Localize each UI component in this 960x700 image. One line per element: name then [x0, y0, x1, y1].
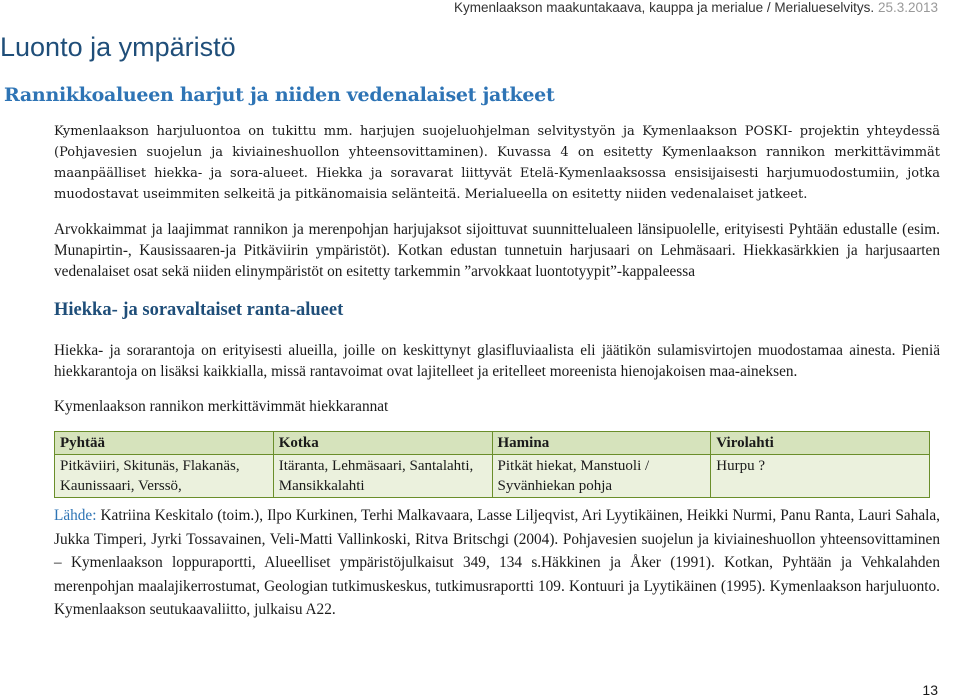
subsection-title: Rannikkoalueen harjut ja niiden vedenalaiset jatkeet	[4, 84, 555, 106]
heading-hiekka-soravaltaiset: Hiekka- ja soravaltaiset ranta-alueet	[54, 300, 344, 320]
page-number: 13	[922, 682, 938, 698]
table-header-cell: Kotka	[273, 432, 492, 455]
table-header-cell: Virolahti	[711, 432, 930, 455]
paragraph-harjuluonto: Kymenlaakson harjuluontoa on tukittu mm. harjujen suojeluohjelman selvitystyön ja Kymenlaakson POSKI- projektin yhteydessä (Pohjavesien suojelun ja kiviaineshuollon yhteensovittaminen). Kuvassa 4 on esitetty Kymenlaakson rannikon merkittävimmät maanpäälliset hiekka- ja sora-alueet. Hiekka ja soravarat liittyvät Etelä-Kymenlaaksossa ensisijaisesti harjumuodostumiin, jotka muodostavat useimmiten selkeitä ja pitkänomaisia selänteitä. Merialueella on esitetty niiden vedenalaiset jatkeet.	[54, 124, 940, 202]
sources-paragraph	[54, 504, 940, 622]
table-cell: Pitkäviiri, Skitunäs, Flakanäs, Kaunissaari, Verssö,	[55, 455, 274, 498]
table-cell: Itäranta, Lehmäsaari, Santalahti, Mansikkalahti	[273, 455, 492, 498]
header-date: 25.3.2013	[877, 0, 938, 15]
table-header-cell: Pyhtää	[55, 432, 274, 455]
paragraph-arvokkaimmat: Arvokkaimmat ja laajimmat rannikon ja merenpohjan harjujaksot sijoittuvat suunnittelualeen länsipuolelle, erityisesti Pyhtään edustalle (esim. Munapirtin-, Kausissaaren-ja Pitkäviirin ympäristöt). Kotkan edustan tunnetuin harjusaari on Lehmäsaari. Hiekkasärkkien ja harjusaarten vedenalaiset osat sekä niiden elinympäristöt on esitetty tarkemmin ”arvokkaat luontotyypit”-kappaleessa	[54, 221, 940, 280]
beaches-table	[54, 431, 930, 498]
table-caption: Kymenlaakson rannikon merkittävimmät hiekkarannat	[54, 398, 389, 415]
running-header	[454, 0, 938, 15]
table-cell: Pitkät hiekat, Manstuoli / Syvänhiekan pohja	[492, 455, 711, 498]
sources-text: Katriina Keskitalo (toim.), Ilpo Kurkinen, Terhi Malkavaara, Lasse Liljeqvist, Ari Lyytikäinen, Heikki Nurmi, Panu Ranta, Lauri Sahala, Jukka Timperi, Jyrki Tossavainen, Veli-Matti Vallinkoski, Ritva Britschgi (2004). Pohjavesien suojelun ja kiviaineshuollon yhteensovittaminen – Kymenlaakson loppuraportti, Alueelliset ympäristöjulkaisut 349, 134 s.Häkkinen ja Åker (1991). Kotkan, Pyhtään ja Vehkalahden merenpohjan maalajikerrostumat, Geologian tutkimuskeskus, tutkimusraportti 109. Kontuuri ja Lyytikäinen (1995). Kymenlaakson harjuluonto. Kymenlaakson seutukaavaliitto, julkaisu A22.	[54, 507, 940, 618]
table-header-cell: Hamina	[492, 432, 711, 455]
section-title: Luonto ja ympäristö	[0, 32, 236, 62]
header-text: Kymenlaakson maakuntakaava, kauppa ja merialue / Merialueselvitys.	[453, 0, 875, 15]
sources-label: Lähde:	[54, 507, 97, 524]
table-cell: Hurpu ?	[711, 455, 930, 498]
paragraph-hiekkarannat: Hiekka- ja sorarantoja on erityisesti alueilla, joille on keskittynyt glasifluviaalista eli jäätikön sulamisvirtojen muodostamaa ainesta. Pieniä hiekkarantoja on lisäksi kaikkialla, missä rantavoimat ovat lajitelleet ja eritelleet moreenista hienojakoisen maa-aineksen.	[54, 342, 940, 380]
table-row	[55, 455, 930, 498]
table-header-row	[55, 432, 930, 455]
